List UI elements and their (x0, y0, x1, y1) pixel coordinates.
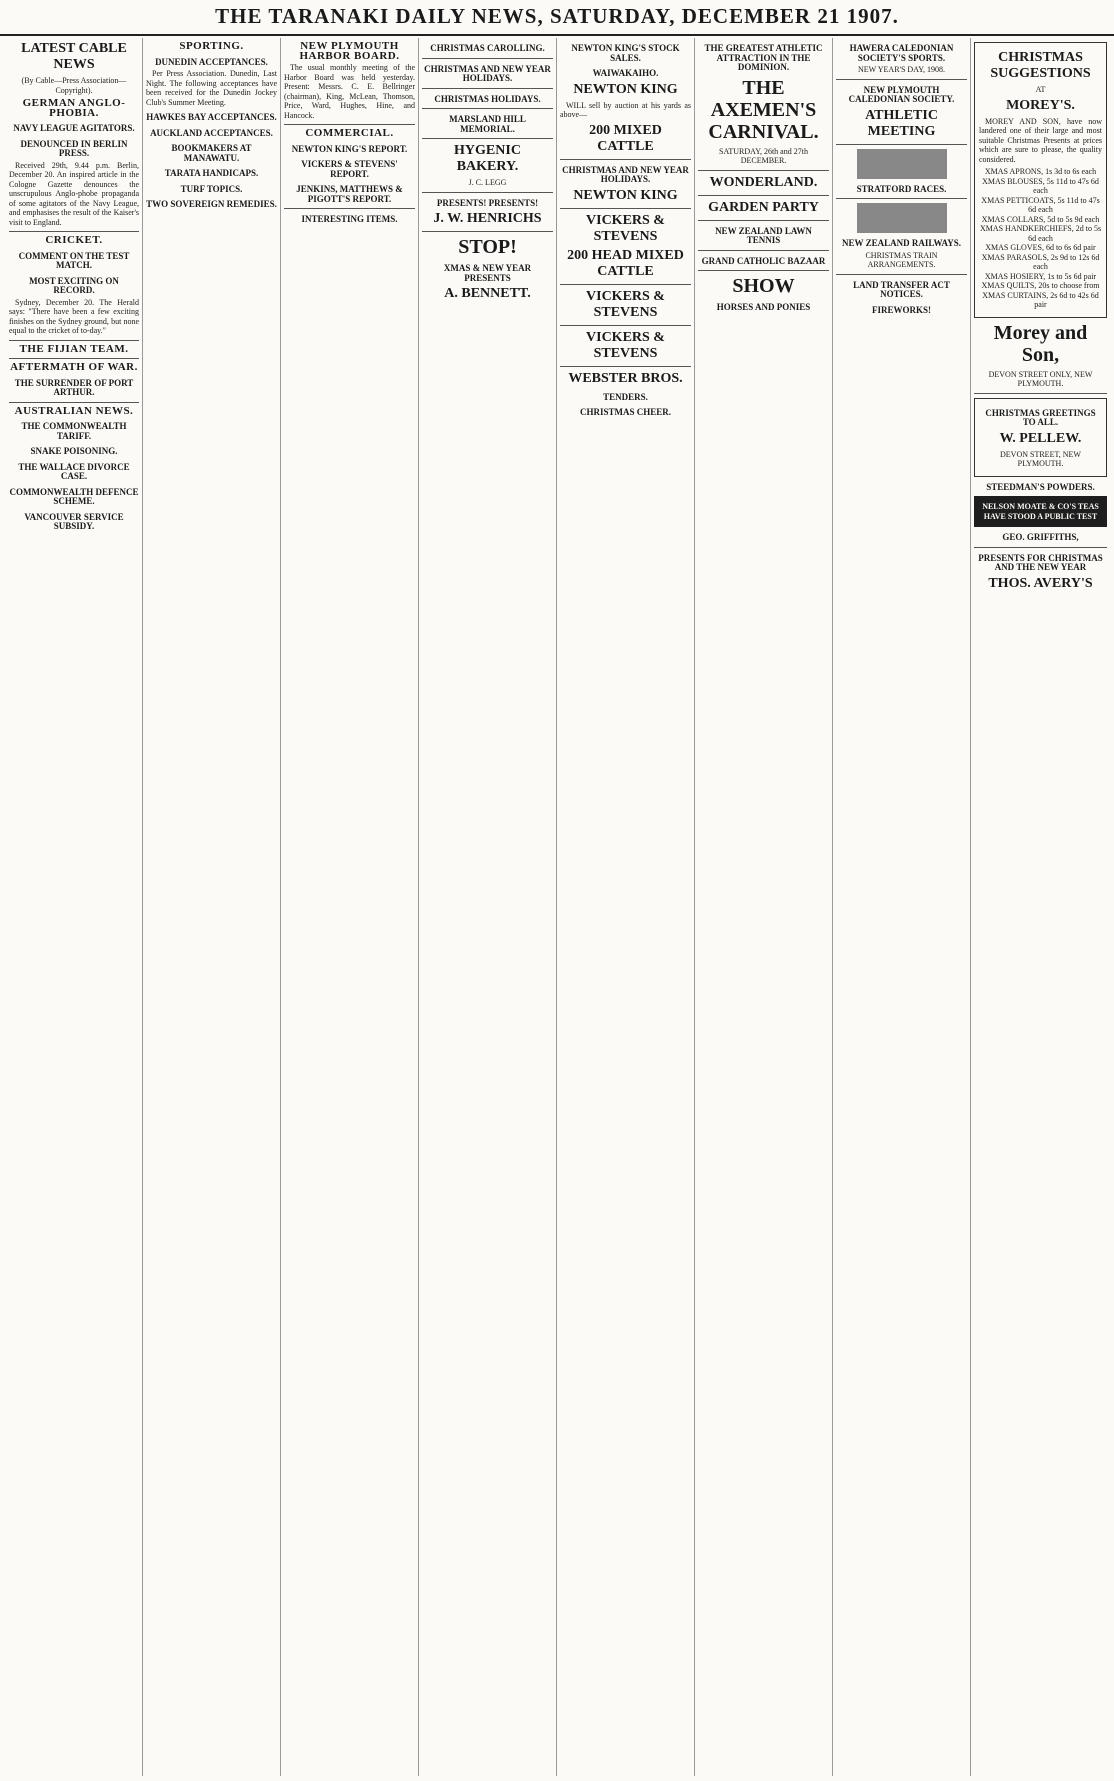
heading-steedman: STEEDMAN'S POWDERS. (986, 481, 1095, 492)
subheading-tarata: TARATA HANDICAPS. (164, 168, 259, 178)
heading-caledonian: NEW PLYMOUTH CALEDONIAN SOCIETY. (848, 84, 955, 104)
heading-axemen: THE AXEMEN'S CARNIVAL. (708, 76, 819, 143)
divider (560, 366, 691, 367)
columns (6, 38, 1110, 1776)
divider (836, 79, 967, 80)
nelson-moate-advert (974, 496, 1107, 527)
subheading-jenkins-report: JENKINS, MATTHEWS & PIGOTT'S REPORT. (296, 184, 403, 204)
subheading-remedies: TWO SOVEREIGN REMEDIES. (146, 199, 277, 209)
heading-cricket: CRICKET. (45, 234, 103, 246)
subheading-turf: TURF TOPICS. (180, 183, 243, 194)
advert-text: MOREY AND SON, have now landered one of their large and most suitable Christmas Presents at prices which are sure to please, the quality considered. (979, 116, 1102, 164)
article-text: WILL sell by auction at his yards as above— (560, 100, 691, 119)
divider (560, 159, 691, 160)
subheading-port-arthur: THE SURRENDER OF PORT ARTHUR. (14, 377, 134, 397)
subheading-test-match: COMMENT ON THE TEST MATCH. (18, 250, 130, 270)
subheading-defence: COMMONWEALTH DEFENCE SCHEME. (9, 486, 139, 506)
heading-wonderland: WONDERLAND. (709, 174, 818, 190)
heading-greetings: CHRISTMAS GREETINGS TO ALL. (985, 407, 1096, 427)
heading-commercial: COMMERCIAL. (305, 127, 394, 139)
divider (284, 124, 415, 125)
list-item: XMAS HOSIERY, 1s to 5s 6d pair (984, 271, 1097, 281)
heading-morey-and-son: Morey and Son, (993, 321, 1088, 366)
pellew-address: DEVON STREET, NEW PLYMOUTH. (1000, 449, 1081, 468)
morey-address: DEVON STREET ONLY, NEW PLYMOUTH. (988, 369, 1093, 388)
heading-webster: WEBSTER BROS. (568, 370, 683, 386)
heading-bazaar: GRAND CATHOLIC BAZAAR (701, 255, 826, 266)
heading-land-transfer: LAND TRANSFER ACT NOTICES. (853, 279, 950, 299)
heading-head-cattle: 200 HEAD MIXED CATTLE (567, 247, 684, 279)
article-text: Sydney, December 20. The Herald says: "There have been a few exciting finishes on the Sydney ground, but none equal to the cricket of to-day." (9, 297, 139, 335)
heading-avery: THOS. AVERY'S (988, 575, 1093, 591)
column-attractions (695, 38, 833, 1776)
heading-garden-party: GARDEN PARTY (708, 199, 819, 215)
subheading-auckland: AUCKLAND ACCEPTANCES. (150, 127, 273, 138)
list-item: XMAS PETTICOATS, 5s 11d to 47s 6d each (981, 195, 1100, 214)
subheading-dunedin: DUNEDIN ACCEPTANCES. (155, 56, 268, 67)
subheading-vickers-report: VICKERS & STEVENS' REPORT. (301, 159, 398, 179)
list-item: XMAS GLOVES, 6d to 6s 6d pair (985, 243, 1096, 252)
train-illustration (857, 203, 947, 233)
heading-hawera-sports: HAWERA CALEDONIAN SOCIETY'S SPORTS. (849, 43, 954, 63)
divider (974, 393, 1107, 394)
divider (698, 195, 829, 196)
divider (422, 88, 553, 89)
divider (422, 192, 553, 193)
byline: (By Cable—Press Association—Copyright). (21, 76, 127, 95)
train-arrangements: CHRISTMAS TRAIN ARRANGEMENTS. (865, 250, 938, 269)
heading-holidays-notice: CHRISTMAS AND NEW YEAR HOLIDAYS. (562, 164, 689, 184)
heading-griffiths: GEO. GRIFFITHS, (1002, 532, 1079, 542)
heading-holidays: CHRISTMAS AND NEW YEAR HOLIDAYS. (424, 63, 551, 83)
divider (9, 358, 139, 359)
subheading-newton-king-report: NEWTON KING'S REPORT. (291, 143, 408, 154)
list-item: XMAS QUILTS, 20s to choose from (981, 281, 1100, 290)
pellew-advert (974, 398, 1107, 477)
list-item: XMAS BLOUSES, 5s 11d to 47s 6d each (982, 176, 1099, 195)
divider (698, 170, 829, 171)
divider (422, 108, 553, 109)
divider (9, 231, 139, 232)
heading-marsland: MARSLAND HILL MEMORIAL. (449, 114, 526, 134)
heading-nelson-teas: NELSON MOATE & CO'S TEAS (982, 502, 1099, 511)
masthead: THE TARANAKI DAILY NEWS, SATURDAY, DECEMBER 21 1907. (0, 4, 1114, 36)
heading-cable-news: LATEST CABLE NEWS (21, 41, 127, 72)
heading-sporting: SPORTING. (179, 40, 244, 52)
divider (422, 58, 553, 59)
heading-presents: PRESENTS! PRESENTS! (436, 197, 539, 208)
subheading-navy: NAVY LEAGUE AGITATORS. (13, 123, 135, 133)
public-test: HAVE STOOD A PUBLIC TEST (983, 511, 1098, 521)
heading-fijian: THE FIJIAN TEAM. (19, 342, 129, 355)
subheading-hawkes-bay: HAWKES BAY ACCEPTANCES. (146, 112, 277, 122)
subheading-berlin: DENOUNCED IN BERLIN PRESS. (20, 138, 128, 158)
list-item: XMAS COLLARS, 5d to 5s 9d each (981, 214, 1100, 224)
divider (560, 208, 691, 209)
column-holidays (419, 38, 557, 1776)
new-years-day: NEW YEAR'S DAY, 1908. (857, 65, 945, 74)
column-harbor-board (281, 38, 419, 1776)
heading-fireworks: FIREWORKS! (871, 304, 931, 315)
heading-stratford-races: STRATFORD RACES. (856, 183, 947, 194)
divider (836, 274, 967, 275)
divider (560, 284, 691, 285)
heading-tenders: TENDERS. (603, 391, 648, 402)
heading-vickers-3: VICKERS & STEVENS (586, 329, 665, 361)
column-advertisements (971, 38, 1110, 1776)
heading-show: SHOW (732, 275, 795, 297)
divider (284, 208, 415, 209)
heading-christmas-suggestions: CHRISTMAS SUGGESTIONS (990, 50, 1091, 81)
carnival-dates: SATURDAY, 26th and 27th DECEMBER. (719, 146, 808, 165)
list-item: XMAS CURTAINS, 2s 6d to 42s 6d pair (982, 290, 1099, 309)
subheading-exciting: MOST EXCITING ON RECORD. (29, 275, 119, 295)
horse-race-illustration (857, 149, 947, 179)
heading-carolling: CHRISTMAS CAROLLING. (430, 43, 545, 53)
divider (9, 340, 139, 341)
article-text: Received 29th, 9.44 p.m. Berlin, December 20. An inspired article in the Cologne Gazette denounces the unscrupulous Anglo-phobe propaganda of some agitators of the Navy League, and emphasises the result of the Kaiser's visit to England. (9, 160, 139, 227)
list-item: XMAS APRONS, 1s 3d to 6s each (984, 167, 1097, 176)
divider (836, 144, 967, 145)
heading-athletic-meeting: ATHLETIC MEETING (865, 107, 938, 139)
heading-henrichs: J. W. HENRICHS (433, 211, 542, 226)
heading-stop: STOP! (458, 236, 517, 258)
divider (836, 198, 967, 199)
heading-moreys: MOREY'S. (1006, 97, 1075, 113)
article-text: The usual monthly meeting of the Harbor Board was held yesterday. Present: Messrs. C. E. Bellringer (chairman), King, McLean, Thomson, Price, Ward, Hughes, Hine, and Hancock. (284, 63, 415, 120)
subheading-waiwakaiho: WAIWAKAIHO. (592, 68, 659, 78)
heading-bennett: A. BENNETT. (444, 286, 531, 301)
subheading-wallace: THE WALLACE DIVORCE CASE. (18, 461, 130, 481)
heading-athletic-attraction: THE GREATEST ATHLETIC ATTRACTION IN THE DOMINION. (704, 43, 823, 72)
subheading-bookmakers: BOOKMAKERS AT MANAWATU. (171, 143, 252, 163)
divider (422, 231, 553, 232)
heading-lawn-tennis: NEW ZEALAND LAWN TENNIS (715, 225, 812, 245)
column-cable-news (6, 38, 143, 1776)
heading-mixed-cattle: 200 MIXED CATTLE (589, 122, 662, 154)
heading-newton-king: NEWTON KING (573, 81, 678, 97)
heading-vickers: VICKERS & STEVENS (586, 212, 665, 244)
list-item: XMAS PARASOLS, 2s 9d to 12s 6d each (981, 252, 1100, 271)
subheading-vancouver: VANCOUVER SERVICE SUBSIDY. (24, 511, 124, 531)
column-sporting (143, 38, 281, 1776)
heading-newton-king-2: NEWTON KING (573, 187, 678, 203)
item-list (979, 167, 1102, 310)
baker-name: J. C. LEGG (468, 178, 507, 187)
list-item: XMAS HANDKERCHIEFS, 2d to 5s 6d each (979, 224, 1102, 243)
article-text: Per Press Association. Dunedin, Last Night. The following acceptances have been received for the Dunedin Jockey Club's Summer Meeting. (146, 69, 277, 107)
heading-railways: NEW ZEALAND RAILWAYS. (842, 238, 961, 248)
heading-harbor-board: NEW PLYMOUTH HARBOR BOARD. (299, 40, 400, 62)
subheading-interesting: INTERESTING ITEMS. (301, 214, 398, 224)
heading-german: GERMAN ANGLO-PHOBIA. (22, 97, 126, 119)
heading-hygenic-bakery: HYGENIC BAKERY. (454, 143, 521, 174)
subheading-horses: HORSES AND PONIES (716, 302, 811, 312)
heading-christmas-holidays: CHRISTMAS HOLIDAYS. (434, 93, 541, 104)
heading-vickers-2: VICKERS & STEVENS (586, 288, 665, 320)
heading-stock-sales: NEWTON KING'S STOCK SALES. (571, 43, 680, 63)
column-stock-sales (557, 38, 695, 1776)
heading-christmas-cheer: CHRISTMAS CHEER. (579, 407, 671, 417)
heading-pellew: W. PELLEW. (999, 430, 1082, 446)
divider (698, 250, 829, 251)
divider (422, 138, 553, 139)
divider (560, 325, 691, 326)
at-label: AT (1035, 85, 1046, 94)
divider (9, 402, 139, 403)
divider (698, 220, 829, 221)
heading-australian: AUSTRALIAN NEWS. (14, 404, 134, 417)
column-sports (833, 38, 971, 1776)
heading-presents-new-year: PRESENTS FOR CHRISTMAS AND THE NEW YEAR (978, 552, 1103, 572)
divider (698, 270, 829, 271)
subheading-tariff: THE COMMONWEALTH TARIFF. (21, 421, 127, 441)
heading-aftermath: AFTERMATH OF WAR. (10, 361, 138, 373)
divider (974, 547, 1107, 548)
morey-advert (974, 42, 1107, 318)
heading-xmas-presents: XMAS & NEW YEAR PRESENTS (443, 263, 532, 283)
subheading-snake: SNAKE POISONING. (30, 446, 118, 456)
